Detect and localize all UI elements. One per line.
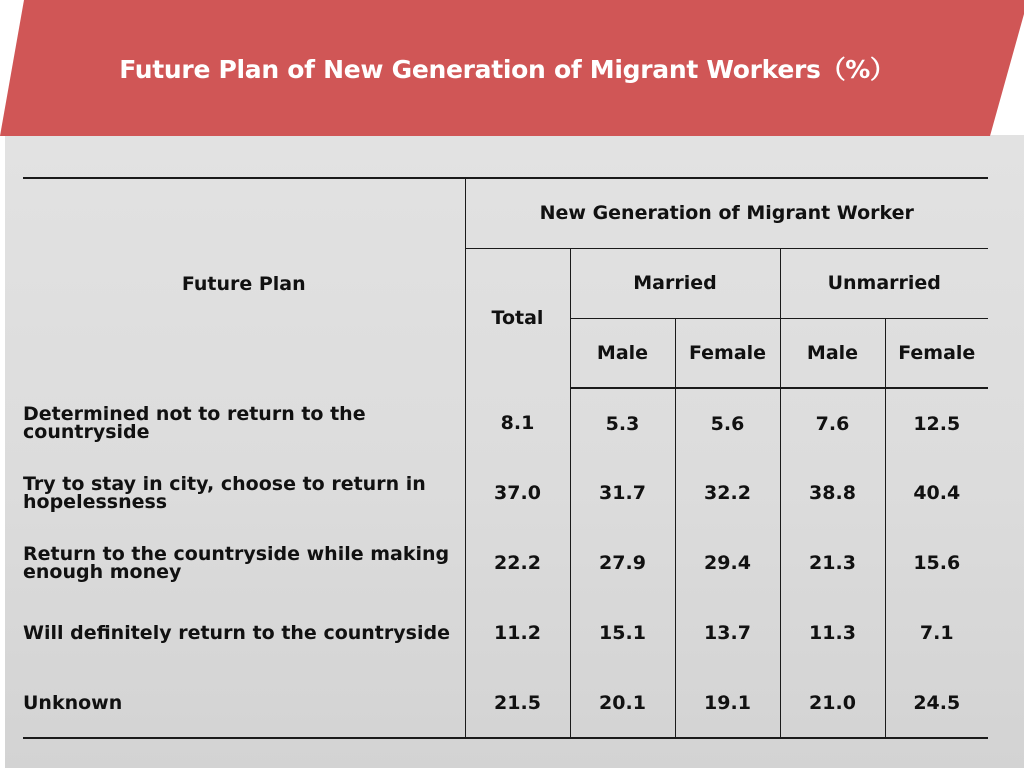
header-married-female: Female (675, 318, 780, 388)
cell-total: 22.2 (465, 528, 570, 598)
header-unmarried-male: Male (780, 318, 885, 388)
cell-unmarried-male: 21.0 (780, 668, 885, 738)
row-label: Return to the countryside while making enough money (23, 528, 465, 598)
header-married: Married (570, 248, 780, 318)
header-group: New Generation of Migrant Worker (465, 178, 988, 248)
header-unmarried-female: Female (885, 318, 988, 388)
cell-unmarried-male: 21.3 (780, 528, 885, 598)
cell-unmarried-female: 40.4 (913, 482, 961, 504)
cell-unmarried-female: 7.1 (919, 622, 954, 644)
cell-married-female: 5.6 (675, 388, 780, 458)
cell-married-male: 5.3 (570, 388, 675, 458)
cell-married-male: 15.1 (570, 598, 675, 668)
table-row (23, 598, 988, 668)
row-label: Try to stay in city, choose to return in hopelessness (23, 458, 465, 528)
cell-total: 21.5 (465, 668, 570, 738)
header-total: Total (465, 248, 570, 388)
cell-unmarried-male: 11.3 (780, 598, 885, 668)
header-row-1 (23, 178, 988, 248)
table-row (23, 458, 988, 528)
cell-married-male: 31.7 (570, 458, 675, 528)
header-married-male: Male (570, 318, 675, 388)
cell-unmarried-female: 12.5 (913, 412, 961, 435)
cell-total: 11.2 (465, 598, 570, 668)
cell-total: 37.0 (465, 458, 570, 528)
cell-total: 8.1 (465, 388, 570, 458)
table-row (23, 388, 988, 458)
row-label: Will definitely return to the countryside (23, 598, 465, 668)
cell-unmarried-male: 7.6 (780, 388, 885, 458)
header-unmarried: Unmarried (780, 248, 988, 318)
future-plan-table (23, 177, 988, 739)
table-row (23, 528, 988, 598)
cell-married-female: 32.2 (675, 458, 780, 528)
row-label: Determined not to return to the countryside (23, 388, 465, 458)
cell-married-male: 20.1 (570, 668, 675, 738)
header-future-plan: Future Plan (23, 178, 465, 388)
table-row (23, 668, 988, 738)
row-label: Unknown (23, 668, 465, 738)
cell-married-male: 27.9 (570, 528, 675, 598)
cell-unmarried-female: 24.5 (885, 668, 988, 738)
slide-title: Future Plan of New Generation of Migrant Workers（%） (119, 55, 895, 84)
cell-married-female: 19.1 (675, 668, 780, 738)
cell-unmarried-male: 38.8 (780, 458, 885, 528)
cell-married-female: 13.7 (675, 598, 780, 668)
cell-married-female: 29.4 (675, 528, 780, 598)
cell-unmarried-female: 15.6 (913, 552, 961, 574)
